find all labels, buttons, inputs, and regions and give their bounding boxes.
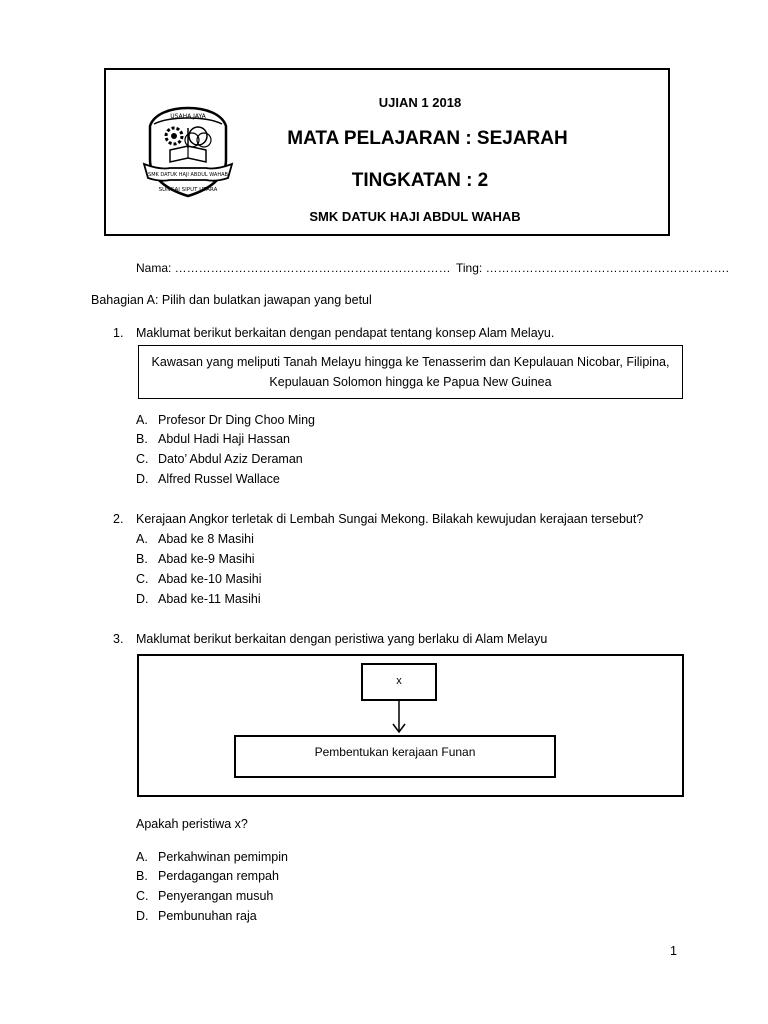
question-1-text: Maklumat berikut berkaitan dengan pendapat tentang konsep Alam Melayu.: [136, 326, 555, 340]
logo-bottom-text: SUNGAI SIPUT UTARA: [158, 187, 218, 193]
question-3-number: 3.: [113, 632, 124, 646]
question-1-option-c[interactable]: C. Dato’ Abdul Aziz Deraman: [136, 452, 303, 466]
question-1-option-d[interactable]: D. Alfred Russel Wallace: [136, 472, 280, 486]
school-crest-logo: [140, 104, 236, 200]
question-3-option-c[interactable]: C. Penyerangan musuh: [136, 889, 274, 903]
section-title: Bahagian A: Pilih dan bulatkan jawapan yang betul: [91, 293, 372, 307]
subject-title: MATA PELAJARAN : SEJARAH: [287, 128, 568, 149]
question-2-text: Kerajaan Angkor terletak di Lembah Sungai Mekong. Bilakah kewujudan kerajaan tersebut?: [136, 512, 644, 526]
question-1-info-line: Kepulauan Solomon hingga ke Papua New Guinea: [269, 375, 552, 389]
question-1-number: 1.: [113, 326, 124, 340]
question-2-number: 2.: [113, 512, 124, 526]
question-2-option-d[interactable]: D. Abad ke-11 Masihi: [136, 592, 261, 606]
diagram-arrow-down-icon: [391, 700, 407, 736]
exam-title: UJIAN 1 2018: [378, 95, 462, 110]
diagram-result-box: Pembentukan kerajaan Funan: [234, 735, 556, 778]
question-2-option-c[interactable]: C. Abad ke-10 Masihi: [136, 572, 262, 586]
question-1-option-b[interactable]: B. Abdul Hadi Haji Hassan: [136, 432, 291, 446]
logo-top-text: USAHA JAYA: [170, 113, 206, 120]
question-3-option-d[interactable]: D. Pembunuhan raja: [136, 909, 257, 923]
question-1-info-box: [138, 345, 683, 399]
logo-ribbon-text: SMK DATUK HAJI ABDUL WAHAB: [148, 172, 228, 178]
question-2-option-a[interactable]: A. Abad ke 8 Masihi: [136, 532, 254, 546]
page-number: 1: [670, 944, 677, 958]
question-2-option-b[interactable]: B. Abad ke-9 Masihi: [136, 552, 255, 566]
diagram-event-x-box: x: [361, 663, 437, 701]
student-form-field[interactable]: Ting: …………………………………………………….: [456, 261, 729, 275]
student-name-field[interactable]: Nama: ……………………………………………………………: [136, 261, 451, 275]
question-3-text: Maklumat berikut berkaitan dengan peristiwa yang berlaku di Alam Melayu: [136, 632, 548, 646]
question-3-prompt: Apakah peristiwa x?: [136, 817, 248, 831]
form-title: TINGKATAN : 2: [351, 170, 489, 191]
question-1-option-a[interactable]: A. Profesor Dr Ding Choo Ming: [136, 413, 316, 427]
school-name: SMK DATUK HAJI ABDUL WAHAB: [309, 209, 521, 224]
question-3-option-b[interactable]: B. Perdagangan rempah: [136, 869, 279, 883]
question-3-option-a[interactable]: A. Perkahwinan pemimpin: [136, 850, 288, 864]
question-1-info-line: Kawasan yang meliputi Tanah Melayu hingga ke Tenasserim dan Kepulauan Nicobar, Filipina,: [151, 355, 670, 369]
